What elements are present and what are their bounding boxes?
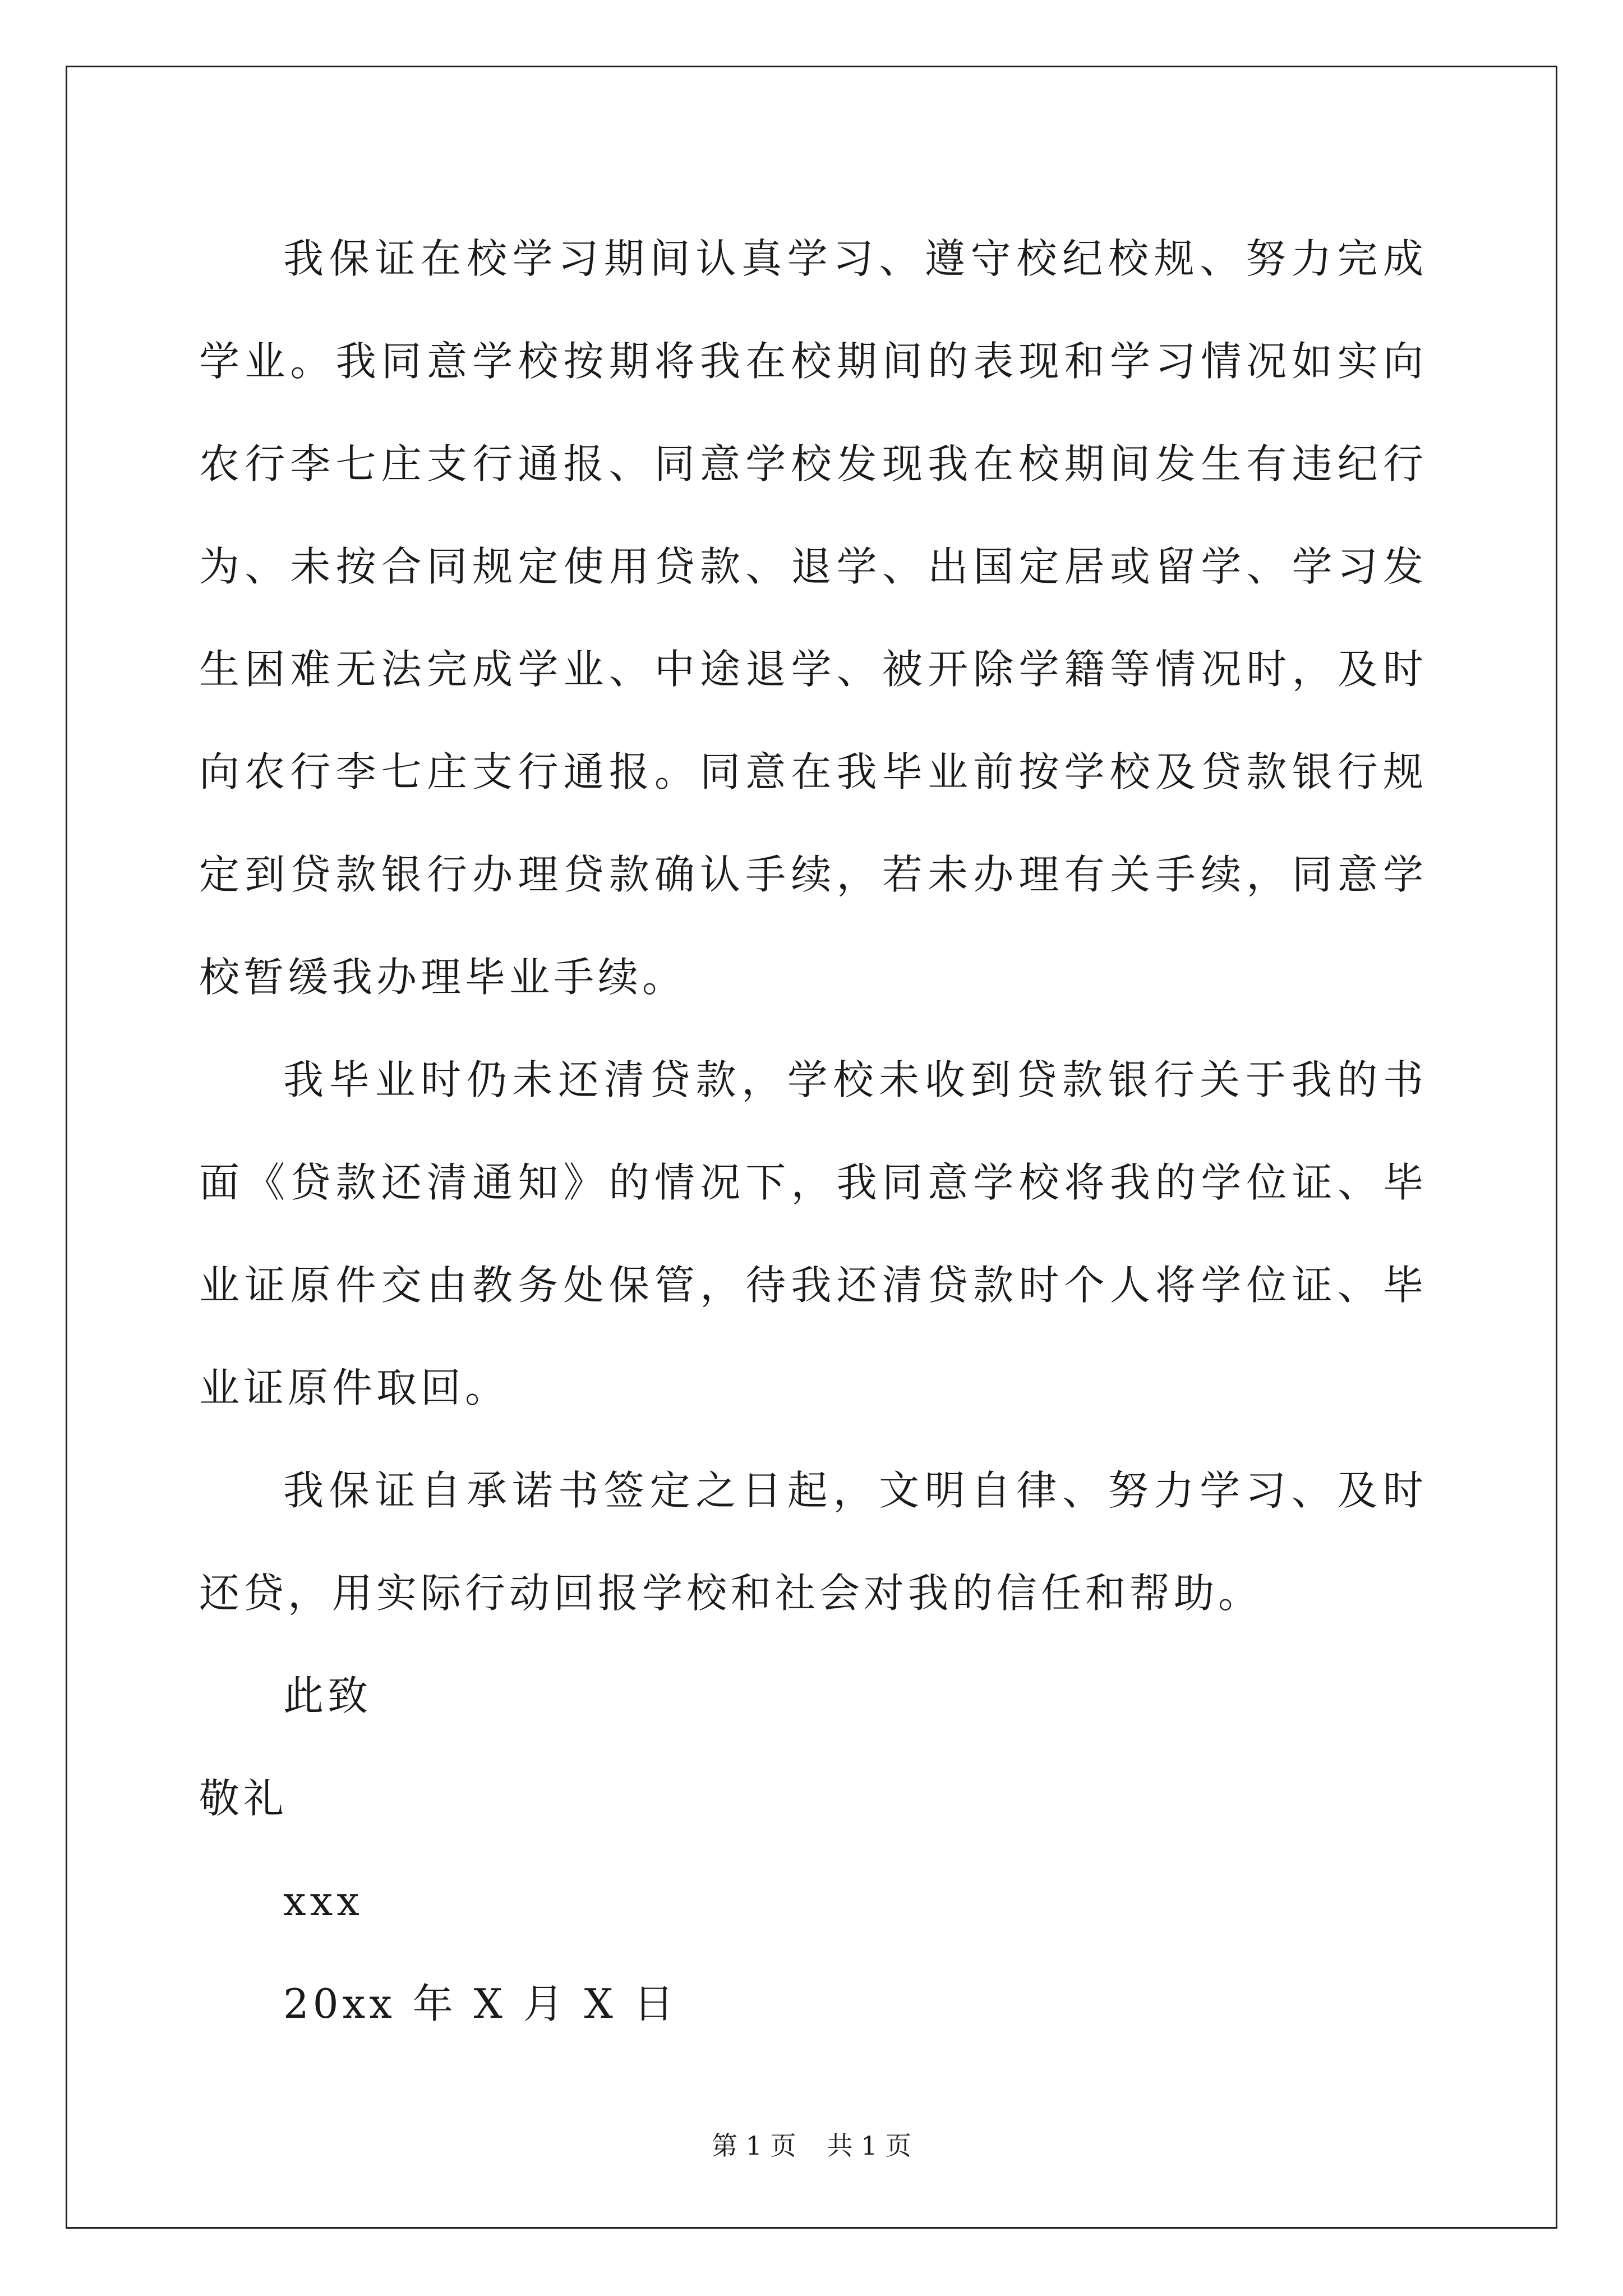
page-footer [0, 2129, 1623, 2162]
letter-body [199, 208, 1427, 2055]
paragraph-graduation: 我毕业时仍未还清贷款，学校未收到贷款银行关于我的书面《贷款还清通知》的情况下，我同意学校将我的学位证、毕业证原件交由教务处保管，待我还清贷款时个人将学位证、毕业证原件取回。 [199, 1056, 1427, 1411]
closing-respect: 敬礼 [199, 1775, 288, 1822]
page-number: 第 1 页 [711, 2131, 796, 2161]
signature: xxx [283, 1878, 363, 1925]
page-total: 共 1 页 [827, 2131, 912, 2161]
signature-date: 20xx 年 X 月 X 日 [283, 1980, 678, 2027]
paragraph-commitment: 我保证在校学习期间认真学习、遵守校纪校规、努力完成学业。我同意学校按期将我在校期间的表现和学习情况如实向农行李七庄支行通报、同意学校发现我在校期间发生有违纪行为、未按合同规定使用贷款、退学、出国定居或留学、学习发生困难无法完成学业、中途退学、被开除学籍等情况时，及时向农行李七庄支行通报。同意在我毕业前按学校及贷款银行规定到贷款银行办理贷款确认手续，若未办理有关手续，同意学校暂缓我办理毕业手续。 [199, 235, 1427, 1001]
closing-salutation: 此致 [283, 1672, 372, 1719]
paragraph-pledge: 我保证自承诺书签定之日起，文明自律、努力学习、及时还贷，用实际行动回报学校和社会对我的信任和帮助。 [199, 1467, 1427, 1617]
